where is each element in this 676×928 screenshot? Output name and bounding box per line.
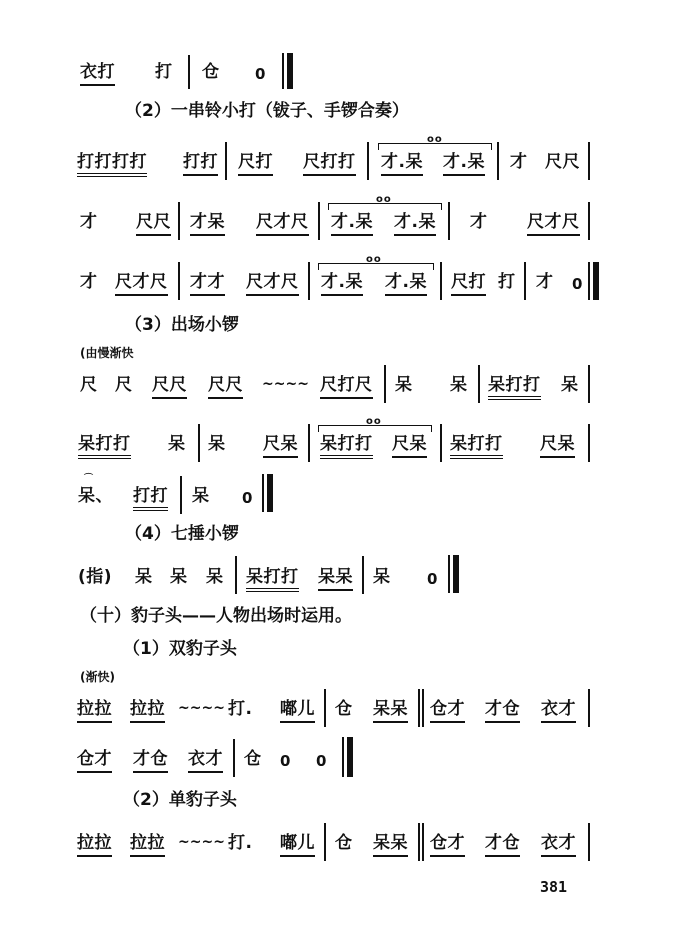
- tuplet-mark: oo: [366, 254, 382, 265]
- rest-zero: 0: [242, 489, 253, 507]
- barline: [178, 262, 180, 300]
- final-barline-thick: [347, 737, 353, 777]
- section-heading: （2）一串铃小打（钹子、手锣合奏）: [125, 101, 409, 121]
- barline: [440, 424, 442, 462]
- section-heading: （十）豹子头——人物出场时运用。: [80, 606, 352, 626]
- note-token: 才.呆: [331, 212, 373, 236]
- page-number: 381: [540, 878, 568, 896]
- note-token: 尺呆: [392, 434, 427, 458]
- barline: [478, 365, 480, 403]
- final-barline-thin: [262, 474, 264, 512]
- note-token: 打: [155, 62, 173, 82]
- fermata-mark: ⌒: [84, 474, 94, 484]
- barline: [588, 142, 590, 180]
- note-token: 才才: [190, 272, 225, 296]
- note-token: 衣才: [541, 833, 576, 857]
- note-token: 尺呆: [540, 434, 575, 458]
- note-token: 拉拉: [130, 699, 165, 723]
- note-token: 打.: [228, 833, 253, 853]
- note-token: 才呆: [190, 212, 225, 236]
- note-token: 尺尺: [136, 212, 171, 236]
- final-barline-thick: [267, 474, 273, 512]
- rest-zero: 0: [255, 65, 266, 83]
- note-token: 尺打: [451, 272, 486, 296]
- rest-zero: 0: [427, 570, 438, 588]
- barline: [188, 55, 190, 89]
- tuplet-mark: oo: [376, 194, 392, 205]
- note-token: 仓才: [430, 833, 465, 857]
- note-token: 呆: [395, 375, 413, 395]
- note-token: 尺: [115, 375, 133, 395]
- note-token: 衣才: [541, 699, 576, 723]
- note-token: 呆打打: [488, 375, 541, 400]
- note-token: 仓: [335, 699, 353, 719]
- note-token: 才: [470, 212, 488, 232]
- note-token: 拉拉: [130, 833, 165, 857]
- note-token: 打: [498, 272, 516, 292]
- note-token: 呆: [450, 375, 468, 395]
- note-token: 才: [536, 272, 554, 292]
- barline: [448, 202, 450, 240]
- note-token: 呆呆: [318, 567, 353, 591]
- note-token: 仓: [202, 62, 220, 82]
- note-token: 才: [510, 152, 528, 172]
- barline: [198, 424, 200, 462]
- tremolo-line: ~~~~: [262, 376, 309, 392]
- note-token: 尺: [80, 375, 98, 395]
- barline: [367, 142, 369, 180]
- note-token: 嘟儿: [280, 699, 315, 723]
- tempo-marking: (渐快): [80, 670, 115, 684]
- note-token: 尺呆: [263, 434, 298, 458]
- note-token: 打打打打: [77, 152, 147, 177]
- barline: [225, 142, 227, 180]
- note-token: 尺尺: [208, 375, 243, 399]
- final-barline-thick: [287, 53, 293, 89]
- barline-double-thin: [418, 689, 420, 727]
- note-token: 呆呆: [373, 699, 408, 723]
- barline-double-thin: [422, 689, 424, 727]
- note-token: 仓: [244, 749, 262, 769]
- note-token: 呆: [192, 486, 210, 506]
- note-token: 打打: [133, 486, 168, 511]
- barline: [235, 556, 237, 594]
- barline: [324, 823, 326, 861]
- note-token: 呆: [206, 567, 224, 587]
- tuplet-mark: oo: [427, 134, 443, 145]
- barline: [178, 202, 180, 240]
- note-token: 打.: [228, 699, 253, 719]
- barline: [588, 424, 590, 462]
- final-barline-thick: [453, 555, 459, 593]
- note-token: 才.呆: [443, 152, 485, 176]
- note-token: 呆打打: [450, 434, 503, 459]
- note-token: (指): [78, 567, 113, 587]
- note-token: 拉拉: [77, 833, 112, 857]
- barline: [524, 262, 526, 300]
- section-heading: （4）七捶小锣: [125, 524, 239, 544]
- note-token: 仓: [335, 833, 353, 853]
- note-token: 呆呆: [373, 833, 408, 857]
- barline: [324, 689, 326, 727]
- note-token: 尺才尺: [246, 272, 299, 296]
- barline: [588, 365, 590, 403]
- note-token: 嘟儿: [280, 833, 315, 857]
- note-token: 尺尺: [152, 375, 187, 399]
- tremolo-line: ~~~~: [178, 700, 225, 716]
- note-token: 呆、: [78, 486, 113, 506]
- barline: [384, 365, 386, 403]
- rest-zero: 0: [572, 275, 583, 293]
- final-barline-thin: [282, 53, 284, 89]
- note-token: 仓才: [77, 749, 112, 773]
- note-token: 才.呆: [394, 212, 436, 236]
- subsection-heading: （1）双豹子头: [123, 639, 237, 659]
- note-token: 才仓: [485, 833, 520, 857]
- final-barline-thick: [593, 262, 599, 300]
- note-token: 呆打打: [78, 434, 131, 459]
- rest-zero: 0: [316, 752, 327, 770]
- note-token: 呆打打: [320, 434, 373, 459]
- section-heading: （3）出场小锣: [125, 315, 239, 335]
- subsection-heading: （2）单豹子头: [123, 790, 237, 810]
- note-token: 才: [80, 212, 98, 232]
- note-token: 尺打尺: [320, 375, 373, 399]
- barline: [588, 202, 590, 240]
- note-token: 才仓: [133, 749, 168, 773]
- final-barline-thin: [342, 737, 344, 777]
- note-token: 才.呆: [385, 272, 427, 296]
- barline: [318, 202, 320, 240]
- barline: [588, 823, 590, 861]
- barline: [588, 689, 590, 727]
- note-token: 尺打打: [303, 152, 356, 176]
- note-token: 衣打: [80, 62, 115, 86]
- barline: [233, 739, 235, 777]
- note-token: 尺才尺: [115, 272, 168, 296]
- barline: [180, 476, 182, 514]
- barline: [440, 262, 442, 300]
- note-token: 仓才: [430, 699, 465, 723]
- barline: [497, 142, 499, 180]
- tempo-marking: (由慢渐快: [80, 346, 134, 360]
- note-token: 呆: [135, 567, 153, 587]
- note-token: 呆: [168, 434, 186, 454]
- note-token: 呆: [170, 567, 188, 587]
- note-token: 打打: [183, 152, 218, 176]
- note-token: 呆: [208, 434, 226, 454]
- final-barline-thin: [448, 555, 450, 593]
- tuplet-mark: oo: [366, 416, 382, 427]
- note-token: 呆: [561, 375, 579, 395]
- note-token: 尺打: [238, 152, 273, 176]
- rest-zero: 0: [280, 752, 291, 770]
- note-token: 拉拉: [77, 699, 112, 723]
- note-token: 尺才尺: [527, 212, 580, 236]
- note-token: 尺才尺: [256, 212, 309, 236]
- note-token: 呆打打: [246, 567, 299, 592]
- note-token: 尺尺: [545, 152, 580, 172]
- tremolo-line: ~~~~: [178, 834, 225, 850]
- note-token: 才: [80, 272, 98, 292]
- note-token: 才仓: [485, 699, 520, 723]
- note-token: 衣才: [188, 749, 223, 773]
- final-barline-thin: [588, 262, 590, 300]
- barline-double-thin: [418, 823, 420, 861]
- barline: [308, 424, 310, 462]
- note-token: 呆: [373, 567, 391, 587]
- note-token: 才.呆: [381, 152, 423, 176]
- note-token: 才.呆: [321, 272, 363, 296]
- barline-double-thin: [422, 823, 424, 861]
- barline: [362, 556, 364, 594]
- barline: [308, 262, 310, 300]
